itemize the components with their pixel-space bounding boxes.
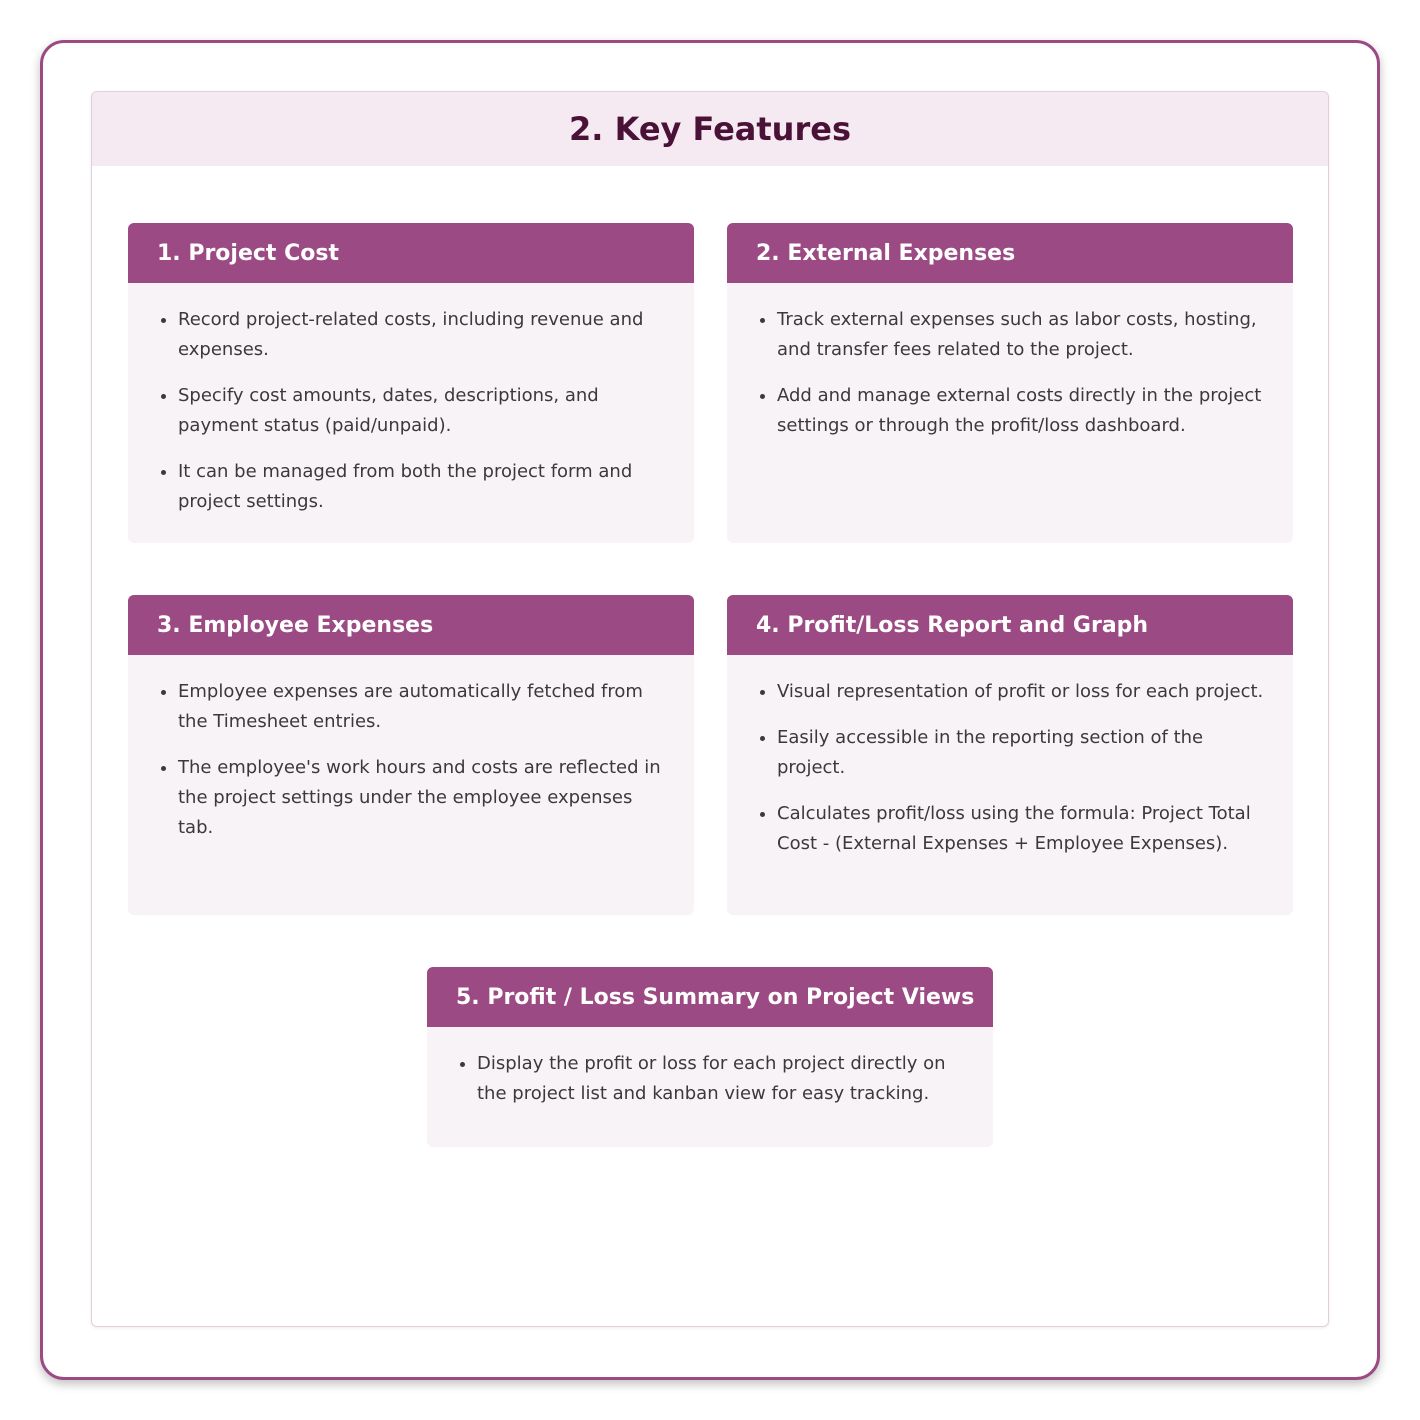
feature-bullet: Add and manage external costs directly in the project settings or through the profit/loss dashboard. (777, 381, 1269, 441)
feature-card-header (128, 595, 694, 655)
feature-bullet: Visual representation of profit or loss for each project. (777, 677, 1269, 707)
feature-card-title: 4. Profit/Loss Report and Graph (756, 612, 1149, 638)
feature-bullet: Easily accessible in the reporting section of the project. (777, 723, 1269, 783)
feature-card-title: 3. Employee Expenses (157, 612, 434, 638)
feature-bullet: It can be managed from both the project form and project settings. (178, 457, 670, 517)
section-header (92, 92, 1328, 166)
feature-card-external-expenses (727, 223, 1293, 543)
feature-card-profit-loss-summary (427, 967, 993, 1147)
feature-card-profit-loss-report (727, 595, 1293, 915)
feature-bullet: Specify cost amounts, dates, descriptions, and payment status (paid/unpaid). (178, 381, 670, 441)
feature-card-header (727, 223, 1293, 283)
feature-bullet-list (727, 655, 1293, 859)
feature-bullet: The employee's work hours and costs are reflected in the project settings under the employee expenses tab. (178, 753, 670, 843)
feature-bullet-list (727, 283, 1293, 441)
feature-bullet-list (128, 655, 694, 843)
feature-bullet: Calculates profit/loss using the formula: Project Total Cost - (External Expenses + Employee Expenses). (777, 799, 1269, 859)
feature-bullet: Record project-related costs, including revenue and expenses. (178, 305, 670, 365)
feature-bullet: Display the profit or loss for each project directly on the project list and kanban view for easy tracking. (477, 1049, 969, 1109)
feature-card-employee-expenses (128, 595, 694, 915)
feature-card-title: 2. External Expenses (756, 240, 1016, 266)
feature-card-project-cost (128, 223, 694, 543)
feature-bullet: Employee expenses are automatically fetched from the Timesheet entries. (178, 677, 670, 737)
feature-card-header (427, 967, 993, 1027)
feature-card-title: 1. Project Cost (157, 240, 339, 266)
feature-bullet-list (128, 283, 694, 517)
feature-card-header (727, 595, 1293, 655)
key-features-section (91, 91, 1329, 1327)
feature-card-title: 5. Profit / Loss Summary on Project Views (456, 984, 975, 1010)
section-title: 2. Key Features (569, 110, 851, 148)
feature-card-header (128, 223, 694, 283)
feature-bullet-list (427, 1027, 993, 1109)
feature-bullet: Track external expenses such as labor costs, hosting, and transfer fees related to the project. (777, 305, 1269, 365)
outer-frame (40, 40, 1380, 1380)
